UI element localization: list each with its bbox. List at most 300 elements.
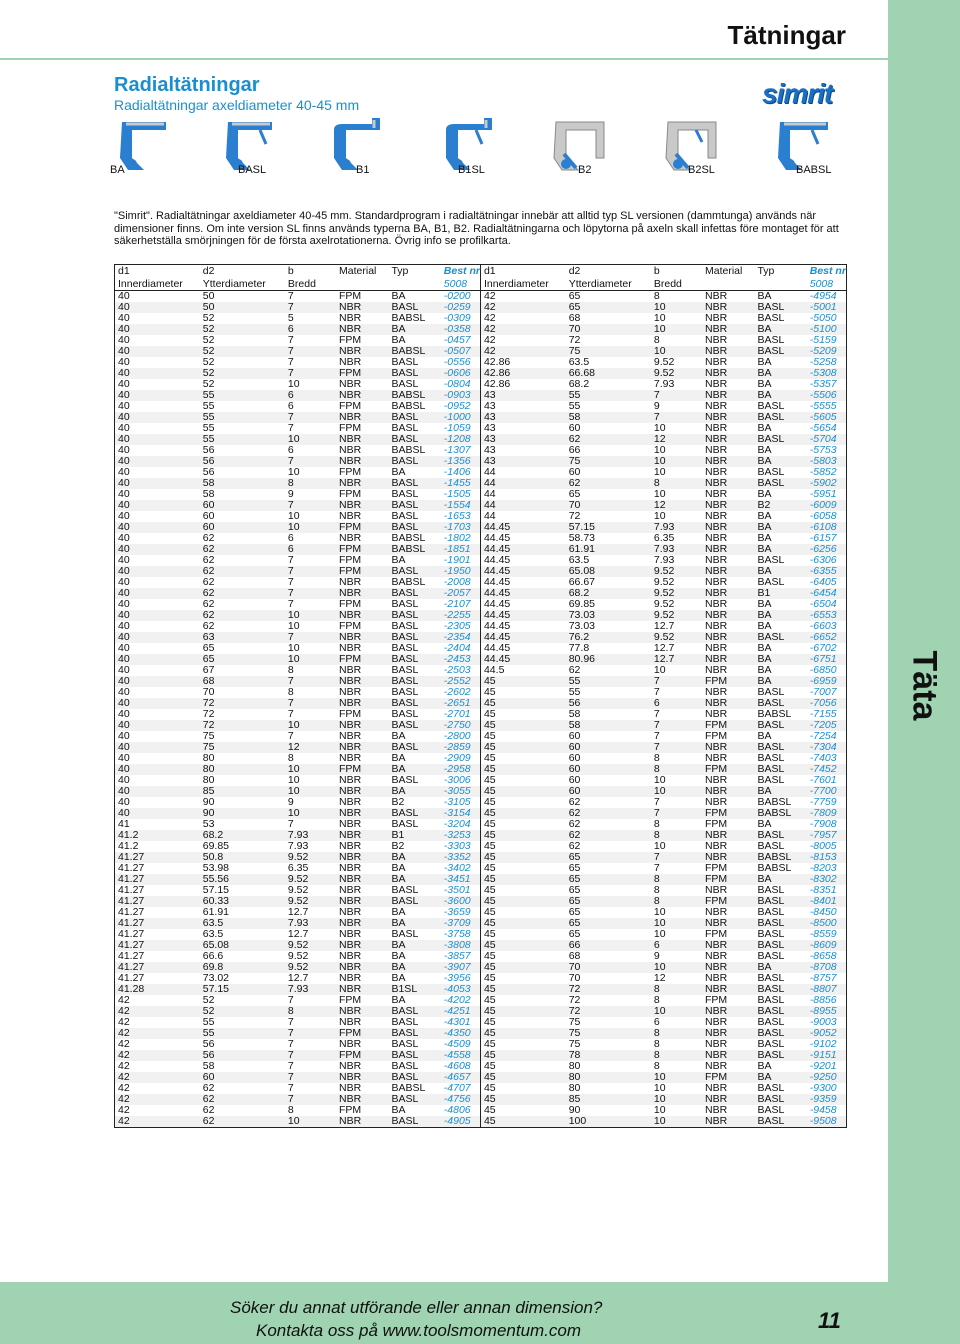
table-cell: NBR: [702, 478, 754, 489]
table-cell: FPM: [339, 708, 362, 720]
table-cell: 7: [285, 588, 336, 599]
table-cell: 52: [200, 324, 285, 335]
table-cell-best-nr: -6058: [809, 510, 837, 522]
table-cell-best-nr: -8450: [809, 906, 837, 918]
table-cell: 63: [200, 632, 285, 643]
table-cell-best-nr: -7452: [807, 764, 847, 775]
table-cell: NBR: [704, 312, 728, 324]
table-cell: 6: [287, 400, 294, 412]
table-cell-best-nr: -5050: [809, 312, 837, 324]
table-cell: 10: [653, 1104, 666, 1116]
table-cell: 9.52: [653, 576, 675, 588]
col-header: d2: [202, 265, 215, 277]
table-cell: BA: [754, 456, 806, 467]
table-cell: BASL: [388, 434, 440, 445]
col-header: d2: [568, 265, 581, 277]
table-cell-best-nr: -6454: [807, 588, 847, 599]
seal-type-label: B1SL: [458, 164, 485, 176]
table-cell: 6: [651, 698, 702, 709]
table-cell: 7: [287, 1038, 294, 1050]
table-row: [115, 643, 847, 654]
table-cell: 45: [483, 686, 496, 698]
table-cell: 7: [287, 994, 294, 1006]
table-cell: 10: [287, 510, 300, 522]
table-cell: NBR: [702, 566, 754, 577]
table-cell: 62: [200, 544, 285, 555]
table-cell: 10: [651, 324, 702, 335]
seal-type-label: B2SL: [688, 164, 715, 176]
table-cell: NBR: [336, 390, 388, 401]
section-tab: [888, 630, 960, 740]
table-cell: BASL: [391, 620, 419, 632]
table-cell-best-nr: -3352: [441, 852, 481, 863]
table-cell: 45: [483, 906, 496, 918]
table-cell: NBR: [339, 576, 362, 588]
table-cell: BASL: [757, 906, 785, 918]
table-cell: BASL: [388, 1094, 440, 1105]
table-cell: 58.73: [568, 532, 595, 544]
table-cell-best-nr: -4905: [441, 1116, 481, 1128]
table-cell: 50: [200, 302, 285, 313]
table-cell: 40: [115, 368, 200, 379]
table-cell: BASL: [388, 566, 440, 577]
table-cell: NBR: [702, 1094, 754, 1105]
table-cell: FPM: [702, 874, 754, 885]
table-cell: NBR: [704, 356, 728, 368]
table-cell-best-nr: -5001: [807, 302, 847, 313]
table-cell-best-nr: -1653: [441, 511, 481, 522]
table-cell: 42: [480, 324, 565, 335]
table-cell: 7.93: [287, 840, 309, 852]
table-cell: BA: [391, 290, 406, 302]
table-cell: 62: [202, 554, 215, 566]
col-header: Best nr: [809, 265, 846, 277]
table-cell: 60.33: [200, 896, 285, 907]
table-row: [115, 390, 847, 401]
table-cell: NBR: [702, 1116, 754, 1128]
table-cell-best-nr: -5159: [809, 334, 837, 346]
table-cell: 40: [118, 686, 130, 698]
table-row: [115, 731, 847, 742]
table-cell: 62: [202, 1082, 215, 1094]
table-cell: BASL: [754, 302, 806, 313]
col-subheader: Innerdiameter: [115, 278, 200, 291]
table-cell: 56: [202, 444, 215, 456]
table-cell-best-nr: -4707: [441, 1083, 481, 1094]
table-cell: 75: [568, 1016, 581, 1028]
table-cell: 9.52: [651, 588, 702, 599]
table-cell: 8: [287, 686, 294, 698]
table-cell: 10: [285, 654, 336, 665]
table-cell: BA: [388, 918, 440, 929]
table-cell: BABSL: [757, 796, 792, 808]
table-cell: 9: [287, 796, 294, 808]
table-cell: 10: [653, 774, 666, 786]
table-cell: 42: [118, 994, 130, 1006]
col-header: b: [287, 265, 294, 277]
table-cell: BABSL: [388, 346, 440, 357]
table-cell: BA: [754, 962, 806, 973]
table-cell-best-nr: -3907: [441, 962, 481, 973]
table-cell: BASL: [391, 884, 419, 896]
table-cell: BA: [754, 390, 806, 401]
table-cell: 8: [653, 1060, 660, 1072]
table-cell: BASL: [754, 918, 806, 929]
table-cell: BASL: [388, 720, 440, 731]
table-cell: NBR: [702, 940, 754, 951]
table-cell: 44: [483, 510, 496, 522]
table-cell: BASL: [754, 764, 806, 775]
table-cell-best-nr: -6850: [809, 664, 837, 676]
table-cell: 42.86: [483, 378, 511, 390]
table-cell-best-nr: -4301: [441, 1017, 481, 1028]
table-cell: 44.45: [483, 642, 511, 654]
table-cell: 9.52: [285, 852, 336, 863]
table-cell: 6: [651, 940, 702, 951]
table-row: [115, 324, 847, 335]
table-cell-best-nr: -8351: [809, 884, 837, 896]
table-cell: BA: [754, 786, 806, 797]
table-cell: 58: [202, 1060, 215, 1072]
table-cell: BASL: [757, 466, 785, 478]
table-cell: BA: [391, 730, 406, 742]
table-cell: BASL: [754, 478, 806, 489]
table-cell: NBR: [704, 664, 728, 676]
table-cell: 45: [483, 994, 496, 1006]
table-cell: 42: [118, 1038, 130, 1050]
table-cell-best-nr: -3758: [441, 929, 481, 940]
table-cell-best-nr: -0200: [441, 291, 481, 303]
table-row: [115, 412, 847, 423]
table-cell: 43: [483, 400, 496, 412]
table-cell: 40: [115, 808, 200, 819]
table-cell: 6: [285, 390, 336, 401]
table-cell: 40: [118, 378, 130, 390]
table-cell: 8: [651, 896, 702, 907]
table-cell: 55: [566, 390, 651, 401]
table-cell-best-nr: -3055: [441, 786, 481, 797]
table-cell: NBR: [339, 1016, 362, 1028]
table-cell: 41.27: [118, 884, 145, 896]
table-cell-best-nr: -3857: [441, 951, 481, 962]
table-cell: 6: [653, 1016, 660, 1028]
table-cell-best-nr: -9201: [809, 1060, 837, 1072]
table-cell: 44.45: [483, 620, 511, 632]
table-cell: 40: [115, 588, 200, 599]
table-cell: 45: [483, 862, 496, 874]
table-cell-best-nr: -5357: [809, 378, 837, 390]
footer-contact: Kontakta oss på www.toolsmomentum.com: [256, 1321, 582, 1340]
table-cell: 75: [200, 742, 285, 753]
col-header: b: [653, 265, 660, 277]
table-cell: BASL: [754, 434, 806, 445]
table-cell: 8: [653, 752, 660, 764]
table-cell: FPM: [339, 554, 362, 566]
table-cell: 6: [287, 444, 294, 456]
table-cell: FPM: [336, 1050, 388, 1061]
table-row: [115, 544, 847, 555]
table-cell: BA: [391, 906, 406, 918]
table-cell: NBR: [339, 818, 362, 830]
table-cell-best-nr: -2651: [441, 698, 481, 709]
table-cell: NBR: [339, 1060, 362, 1072]
table-cell: 7.93: [651, 522, 702, 533]
table-cell: 40: [115, 434, 200, 445]
table-cell: 7.93: [285, 918, 336, 929]
table-cell-best-nr: -3303: [441, 841, 481, 852]
table-cell: 45: [483, 972, 496, 984]
table-cell: 45: [480, 1050, 565, 1061]
table-cell: 45: [483, 928, 496, 940]
table-cell: 42: [115, 1050, 200, 1061]
table-row: [115, 588, 847, 599]
table-cell: 42.86: [483, 356, 511, 368]
table-cell: 8: [287, 752, 294, 764]
table-cell: BA: [757, 422, 772, 434]
table-cell: BASL: [391, 708, 419, 720]
table-cell: 45: [480, 720, 565, 731]
table-row: [115, 291, 847, 303]
table-cell: NBR: [339, 796, 362, 808]
table-cell-best-nr: -0903: [441, 390, 481, 401]
table-cell: 43: [480, 434, 565, 445]
table-cell: 75: [568, 1038, 581, 1050]
table-row: [115, 434, 847, 445]
table-cell: 9.52: [651, 566, 702, 577]
table-cell: 40: [115, 500, 200, 511]
table-cell: BA: [754, 1072, 806, 1083]
table-cell: 55: [568, 686, 581, 698]
table-cell: 90: [568, 1104, 581, 1116]
table-cell: 65: [568, 928, 581, 940]
table-cell: 52: [202, 312, 215, 324]
table-cell: 45: [480, 742, 565, 753]
table-cell: NBR: [702, 588, 754, 599]
table-cell: 75: [566, 346, 651, 357]
table-cell: NBR: [704, 466, 728, 478]
table-cell: 41: [118, 818, 130, 830]
table-row: [115, 379, 847, 390]
table-cell: 69.8: [200, 962, 285, 973]
table-cell: 66: [566, 940, 651, 951]
seal-type-label: BABSL: [796, 164, 832, 176]
table-cell: 7: [653, 686, 660, 698]
table-cell: 40: [118, 598, 130, 610]
table-cell: BASL: [388, 1050, 440, 1061]
table-cell: 41.27: [115, 962, 200, 973]
table-row: [115, 819, 847, 830]
table-cell-best-nr: -5605: [807, 412, 847, 423]
table-cell: 10: [651, 302, 702, 313]
table-cell-best-nr: -2503: [441, 665, 481, 676]
table-cell: 80: [202, 774, 215, 786]
table-cell-best-nr: -6108: [807, 522, 847, 533]
table-cell: 9.52: [285, 896, 336, 907]
table-cell: NBR: [702, 1050, 754, 1061]
table-row: [115, 423, 847, 434]
table-cell: 40: [118, 422, 130, 434]
table-cell: BA: [757, 642, 772, 654]
table-cell: 40: [115, 610, 200, 621]
col-subheader: Bredd: [651, 278, 702, 291]
page-header: [0, 0, 888, 58]
table-cell-best-nr: -6355: [807, 566, 847, 577]
table-cell: 5: [287, 312, 294, 324]
table-cell: BA: [757, 356, 772, 368]
table-cell: 10: [653, 840, 666, 852]
table-cell: 62: [200, 566, 285, 577]
table-cell: BA: [757, 290, 772, 302]
table-cell-best-nr: -9003: [809, 1016, 837, 1028]
table-cell: 45: [483, 1038, 496, 1050]
table-cell: 90: [200, 808, 285, 819]
table-cell: 68.2: [568, 378, 590, 390]
table-cell: 80.96: [566, 654, 651, 665]
table-row: [115, 1050, 847, 1061]
table-cell-best-nr: -7304: [807, 742, 847, 753]
table-cell: 45: [480, 786, 565, 797]
table-cell: NBR: [702, 984, 754, 995]
table-cell: 7: [287, 730, 294, 742]
table-cell: BASL: [757, 1038, 785, 1050]
table-cell: NBR: [339, 972, 362, 984]
table-cell: 40: [115, 390, 200, 401]
table-cell: 7: [285, 412, 336, 423]
table-cell: 42: [118, 1016, 130, 1028]
table-cell: 62: [202, 620, 215, 632]
table-cell: 10: [285, 434, 336, 445]
table-cell: 12.7: [653, 642, 675, 654]
seal-type-label: BASL: [238, 164, 267, 176]
table-cell-best-nr: -4350: [441, 1028, 481, 1039]
footer-band: [0, 1282, 888, 1344]
table-cell: NBR: [702, 412, 754, 423]
table-cell: 7: [285, 1072, 336, 1083]
table-cell: BASL: [388, 742, 440, 753]
table-cell: 6.35: [653, 532, 675, 544]
table-cell: BASL: [754, 412, 806, 423]
table-cell-best-nr: -3402: [441, 863, 481, 874]
table-cell-best-nr: -8005: [809, 840, 837, 852]
table-cell: NBR: [336, 896, 388, 907]
table-cell: 65: [568, 488, 581, 500]
table-row: [115, 632, 847, 643]
page-title: Tätningar: [727, 20, 846, 50]
table-row: [115, 676, 847, 687]
table-cell: 60: [568, 730, 581, 742]
table-cell: FPM: [702, 676, 754, 687]
table-cell: NBR: [704, 686, 728, 698]
table-cell: 75: [202, 730, 215, 742]
table-cell: FPM: [336, 566, 388, 577]
table-cell: 40: [118, 444, 130, 456]
table-cell: BA: [754, 654, 806, 665]
table-cell: 62: [202, 1104, 215, 1116]
table-cell: 72: [568, 334, 581, 346]
table-cell-best-nr: -5258: [809, 356, 837, 368]
table-cell-best-nr: -2958: [441, 764, 481, 775]
table-cell: 7: [287, 1060, 294, 1072]
table-cell: NBR: [704, 796, 728, 808]
table-cell: 9: [653, 950, 660, 962]
table-cell: BA: [757, 378, 772, 390]
table-cell: FPM: [336, 1028, 388, 1039]
table-cell-best-nr: -2305: [441, 621, 481, 632]
table-row: [115, 1017, 847, 1028]
table-row: [115, 764, 847, 775]
seal-type-label: B2: [578, 164, 592, 176]
table-cell: NBR: [704, 840, 728, 852]
table-cell-best-nr: -5654: [809, 422, 837, 434]
table-cell: 65: [568, 290, 581, 302]
table-cell: NBR: [336, 324, 388, 335]
table-row: [115, 1083, 847, 1094]
table-cell: FPM: [702, 896, 754, 907]
table-cell: 62: [202, 598, 215, 610]
table-cell: 10: [653, 444, 666, 456]
table-cell: FPM: [336, 544, 388, 555]
table-cell: 9: [653, 400, 660, 412]
table-cell-best-nr: -2008: [441, 577, 481, 588]
table-cell: 44.45: [480, 654, 565, 665]
table-cell: 43: [483, 444, 496, 456]
table-cell: BASL: [757, 1082, 785, 1094]
table-cell: 42: [115, 1006, 200, 1017]
table-cell: NBR: [336, 588, 388, 599]
table-cell: 10: [653, 312, 666, 324]
table-cell: 45: [480, 1094, 565, 1105]
table-cell: BA: [757, 532, 772, 544]
table-cell: 40: [115, 456, 200, 467]
table-cell: 55: [200, 1028, 285, 1039]
col-header: d1: [483, 265, 496, 277]
table-cell-best-nr: -0457: [441, 335, 481, 346]
table-cell: BA: [754, 522, 806, 533]
table-cell: 45: [483, 884, 496, 896]
table-cell: NBR: [336, 918, 388, 929]
table-cell: 63.5: [200, 918, 285, 929]
table-cell: 62: [200, 1116, 285, 1128]
table-cell-best-nr: -8203: [809, 862, 837, 874]
table-cell: 8: [651, 1050, 702, 1061]
footer-question: Söker du annat utförande eller annan dimension?: [230, 1298, 603, 1317]
table-cell: NBR: [702, 962, 754, 973]
table-cell: 44.45: [483, 576, 511, 588]
table-cell: 41.27: [118, 972, 145, 984]
table-cell: BASL: [754, 984, 806, 995]
table-cell-best-nr: -7759: [809, 796, 837, 808]
table-cell: 68.2: [200, 830, 285, 841]
table-cell: 45: [483, 950, 496, 962]
table-cell: BABSL: [391, 400, 426, 412]
table-cell: NBR: [336, 808, 388, 819]
table-cell: NBR: [704, 884, 728, 896]
table-cell: 7: [285, 566, 336, 577]
table-cell: NBR: [704, 510, 728, 522]
table-cell: NBR: [702, 390, 754, 401]
table-cell: 8: [653, 290, 660, 302]
table-cell: 62: [202, 576, 215, 588]
table-cell-best-nr: -5308: [807, 368, 847, 379]
table-cell: 10: [287, 620, 300, 632]
table-cell: NBR: [336, 852, 388, 863]
table-cell: B1: [388, 830, 440, 841]
table-cell: 8: [653, 884, 660, 896]
table-cell: 7: [285, 1094, 336, 1105]
table-cell: 7: [651, 720, 702, 731]
table-cell: NBR: [702, 346, 754, 357]
table-cell-best-nr: -0309: [441, 313, 481, 324]
